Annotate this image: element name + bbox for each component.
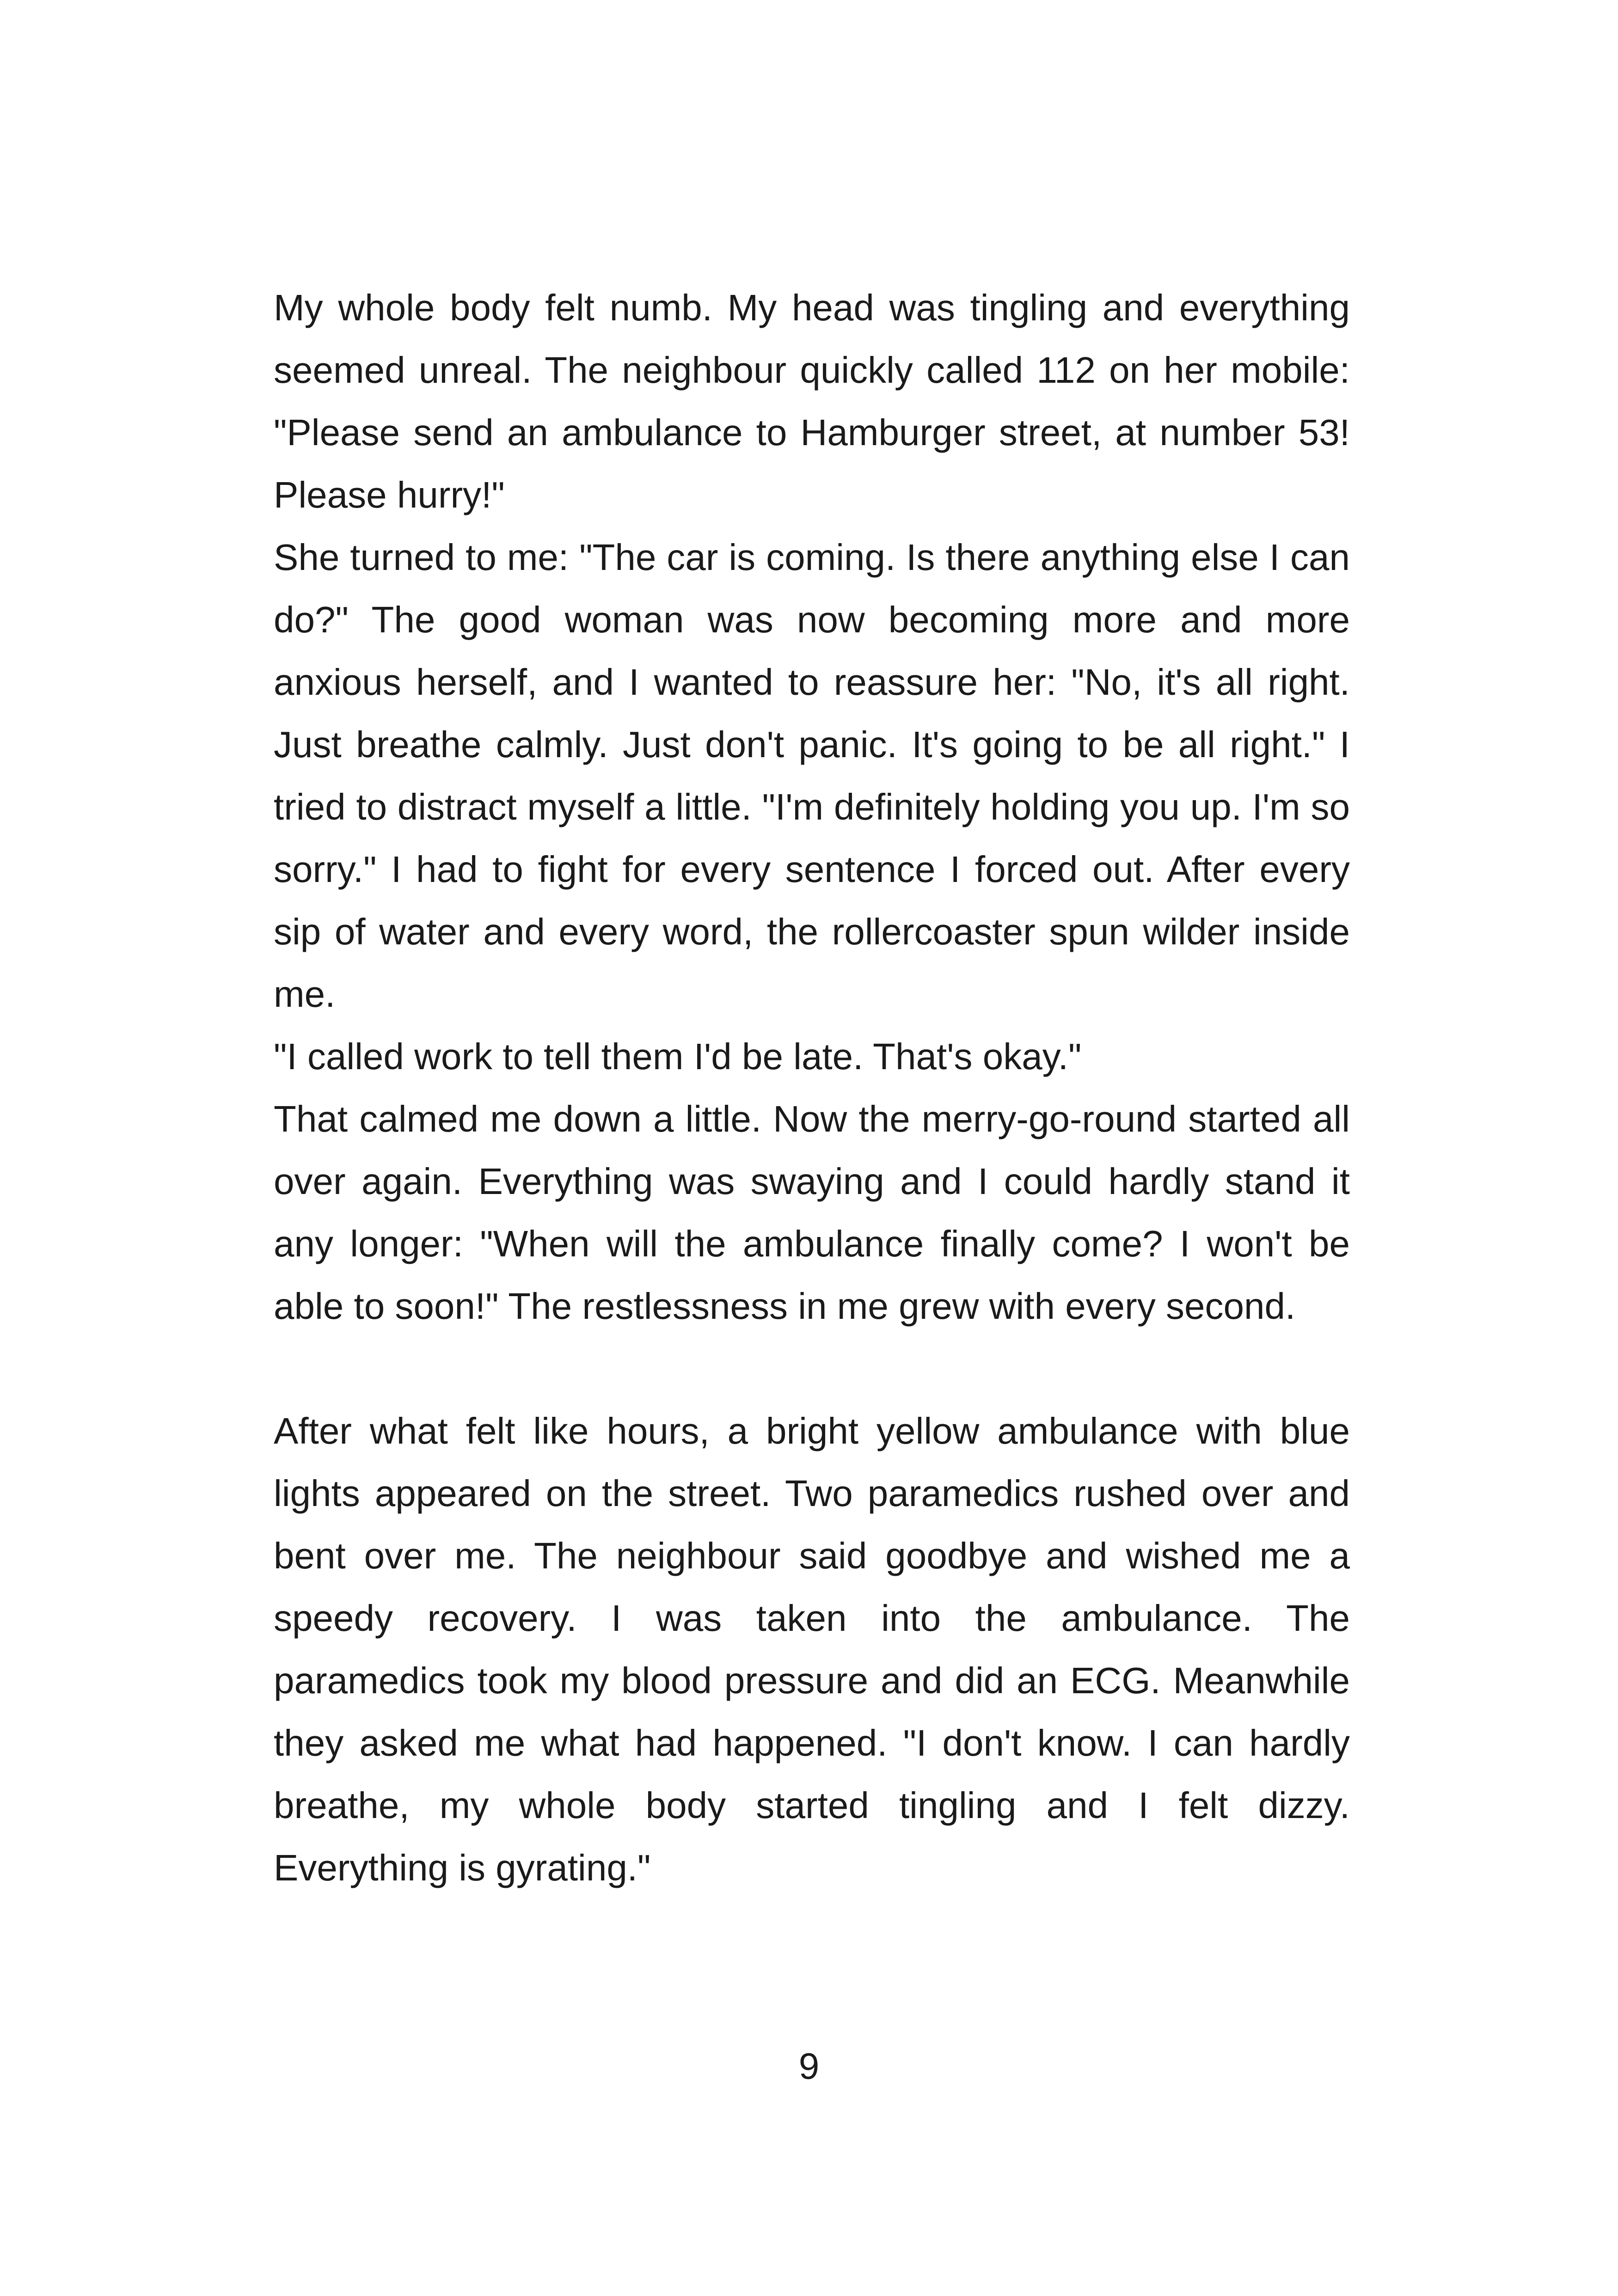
paragraph: That calmed me down a little. Now the merry-go-round started all over again. Everything was swaying and I could hardly stand it any longer: "When will the ambulance finally come? I won't be able to soon!" The restlessness in me grew with every second. (274, 1098, 1350, 1327)
section-spacer (274, 1337, 1350, 1400)
paragraph: She turned to me: "The car is coming. Is there anything else I can do?" The good woman was now becoming more and more anxious herself, and I wanted to reassure her: "No, it's all right. Just breathe calmly. Just don't panic. It's going to be all right." I tried to distract myself a little. "I'm definitely holding you up. I'm so sorry." I had to fight for every sentence I forced out. After every sip of water and every word, the rollercoaster spun wilder inside me. (274, 537, 1350, 1015)
paragraph: "I called work to tell them I'd be late. That's okay." (274, 1036, 1082, 1077)
page-number: 9 (798, 2045, 820, 2087)
paragraph: My whole body felt numb. My head was tingling and everything seemed unreal. The neighbour quickly called 112 on her mobile: "Please send an ambulance to Hamburger street, at number 53! Please hurry!" (274, 287, 1350, 515)
paragraph: After what felt like hours, a bright yellow ambulance with blue lights appeared on the street. Two paramedics rushed over and bent over me. The neighbour said goodbye and wished me a speedy recovery. I was taken into the ambulance. The paramedics took my blood pressure and did an ECG. Meanwhile they asked me what had happened. "I don't know. I can hardly breathe, my whole body started tingling and I felt dizzy. Everything is gyrating." (274, 1410, 1350, 1888)
body-text (274, 276, 1350, 1899)
